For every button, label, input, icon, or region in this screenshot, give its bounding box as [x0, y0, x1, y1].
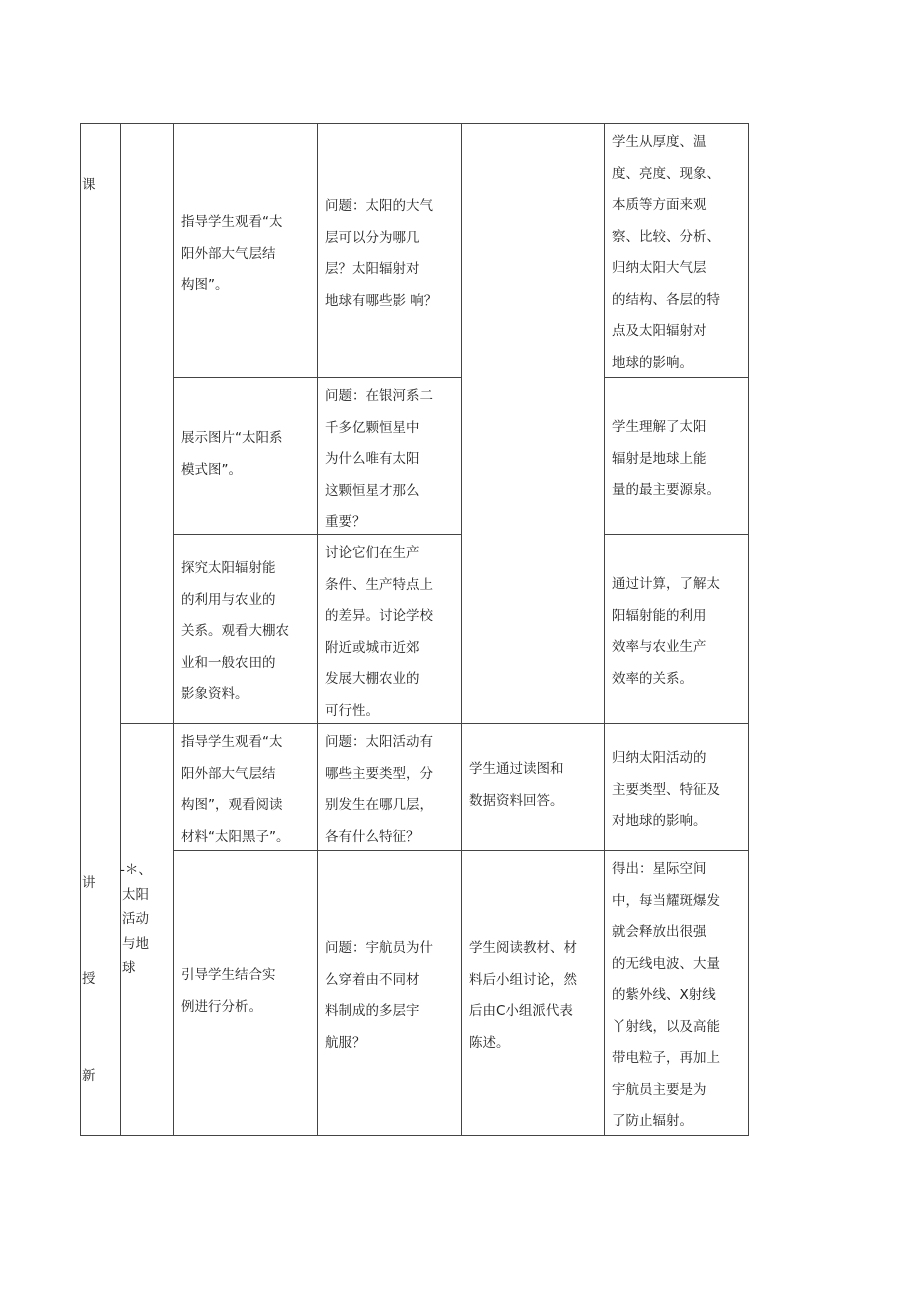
text-line: 料后小组讨论，然	[469, 971, 577, 988]
text-line: 讨论它们在生产	[325, 545, 420, 561]
text-line: 效率的关系。	[612, 670, 693, 687]
goal-cell	[604, 412, 749, 507]
text-line: 材料“太阳黑子”。	[181, 828, 290, 845]
text-line: 地球的影响。	[612, 354, 693, 371]
text-line: 丫射线，以及高能	[612, 1018, 720, 1035]
text-line: 例进行分析。	[181, 998, 262, 1015]
text-line: 别发生在哪几层，	[325, 797, 433, 813]
question-cell	[317, 191, 461, 317]
section-label-line: -＊、	[120, 862, 152, 878]
text-line: 可行性。	[325, 702, 379, 719]
grid-line	[173, 377, 461, 378]
text-line: 重要？	[325, 514, 366, 530]
text-line: 数据资料回答。	[469, 792, 564, 809]
text-line: 构图”，观看阅读	[181, 797, 283, 813]
side-label-xin: 新	[82, 1068, 96, 1084]
section-label-line: 活动	[122, 911, 149, 927]
text-line: 后由C小组派代表	[469, 1003, 573, 1019]
text-line: 指导学生观看“太	[181, 734, 283, 750]
goal-cell	[604, 743, 749, 838]
side-label-jiang: 讲	[82, 875, 96, 891]
side-label-ke: 课	[82, 177, 96, 193]
guide-cell	[173, 207, 317, 302]
text-line: 学生理解了太阳	[612, 419, 707, 435]
text-line: 层可以分为哪几	[325, 229, 420, 246]
text-line: 了防止辐射。	[612, 1113, 693, 1129]
grid-line	[120, 123, 121, 1136]
text-line: 问题：太阳的大气	[325, 198, 433, 214]
text-line: 探究太阳辐射能	[181, 560, 276, 576]
text-line: 影象资料。	[181, 686, 249, 702]
text-line: 发展大棚农业的	[325, 671, 420, 687]
goal-cell	[604, 127, 749, 379]
text-line: 阳辐射能的利用	[612, 607, 707, 624]
grid-line	[80, 123, 749, 124]
text-line: 本质等方面来观	[612, 197, 707, 213]
text-line: 模式图”。	[181, 461, 242, 478]
question-cell	[317, 381, 461, 539]
text-line: 察、比较、分析、	[612, 228, 720, 245]
question-cell	[317, 933, 461, 1059]
text-line: 引导学生结合实	[181, 967, 276, 983]
text-line: 陈述。	[469, 1034, 510, 1051]
text-line: 哪些主要类型，分	[325, 765, 433, 782]
text-line: 得出：星际空间	[612, 861, 707, 877]
text-line: 么穿着由不同材	[325, 971, 420, 988]
question-cell	[317, 538, 461, 727]
text-line: 的紫外线、X射线	[612, 987, 716, 1003]
text-line: 效率与农业生产	[612, 639, 707, 655]
text-line: 展示图片“太阳系	[181, 430, 283, 446]
text-line: 归纳太阳大气层	[612, 260, 707, 276]
goal-cell	[604, 854, 749, 1138]
text-line: 对地球的影响。	[612, 813, 707, 829]
text-line: 阳外部大气层结	[181, 245, 276, 262]
student-cell	[461, 933, 604, 1059]
text-line: 各有什么特征？	[325, 828, 420, 845]
text-line: 千多亿颗恒星中	[325, 419, 420, 436]
text-line: 问题：太阳活动有	[325, 734, 433, 750]
text-line: 这颗恒星才那么	[325, 482, 420, 499]
section-label	[120, 858, 173, 981]
text-line: 附近或城市近郊	[325, 639, 420, 656]
text-line: 主要类型、特征及	[612, 781, 720, 798]
text-line: 问题：宇航员为什	[325, 940, 433, 956]
text-line: 中，每当耀斑爆发	[612, 892, 720, 909]
section-label-line: 与地	[122, 935, 149, 952]
text-line: 学生从厚度、温	[612, 134, 707, 150]
guide-cell	[173, 553, 317, 711]
text-line: 条件、生产特点上	[325, 576, 433, 593]
text-line: 层？太阳辐射对	[325, 261, 420, 277]
text-line: 问题：在银河系二	[325, 388, 433, 404]
text-line: 学生通过读图和	[469, 761, 564, 777]
text-line: 的结构、各层的特	[612, 291, 720, 308]
text-line: 的差异。讨论学校	[325, 608, 433, 624]
text-line: 的利用与农业的	[181, 591, 276, 608]
grid-line	[604, 534, 749, 535]
text-line: 航服？	[325, 1034, 366, 1051]
text-line: 量的最主要源泉。	[612, 482, 720, 498]
guide-cell	[173, 727, 317, 853]
text-line: 为什么唯有太阳	[325, 451, 420, 467]
student-cell	[461, 754, 604, 817]
text-line: 阳外部大气层结	[181, 765, 276, 782]
text-line: 料制成的多层宇	[325, 1003, 420, 1019]
text-line: 通过计算，了解太	[612, 576, 720, 592]
text-line: 的无线电波、大量	[612, 955, 720, 972]
text-line: 学生阅读教材、材	[469, 940, 577, 956]
text-line: 指导学生观看“太	[181, 214, 283, 230]
section-label-line: 太阳	[122, 886, 149, 903]
text-line: 归纳太阳活动的	[612, 750, 707, 766]
section-label-line: 球	[122, 960, 136, 976]
text-line: 度、亮度、现象、	[612, 165, 720, 182]
question-cell	[317, 727, 461, 853]
text-line: 关系。观看大棚农	[181, 623, 289, 639]
guide-cell	[173, 960, 317, 1023]
text-line: 辐射是地球上能	[612, 450, 707, 467]
grid-line	[80, 123, 81, 1136]
goal-cell	[604, 569, 749, 695]
text-line: 业和一般农田的	[181, 654, 276, 671]
side-label-shou: 授	[82, 971, 96, 987]
text-line: 点及太阳辐射对	[612, 323, 707, 339]
text-line: 带电粒子，再加上	[612, 1050, 720, 1066]
text-line: 就会释放出很强	[612, 924, 707, 940]
guide-cell	[173, 423, 317, 486]
text-line: 构图”。	[181, 277, 229, 293]
text-line: 宇航员主要是为	[612, 1081, 707, 1098]
text-line: 地球有哪些影 响？	[325, 292, 438, 309]
